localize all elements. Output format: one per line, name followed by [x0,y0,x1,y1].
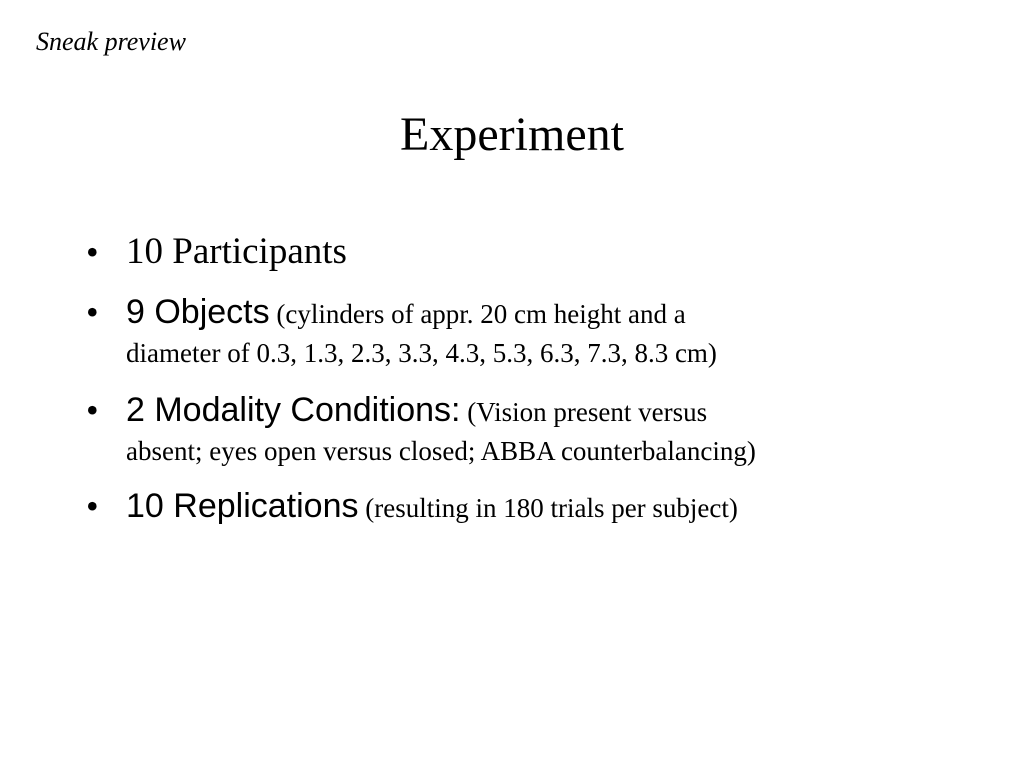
bullet-main-text: 10 Replications [126,487,359,525]
bullet-icon: • [86,390,99,430]
bullet-main-text: 2 Modality Conditions: [126,391,461,429]
bullet-text [126,230,966,274]
bullet-text [126,388,966,468]
bullet-main-text: 9 Objects [126,293,270,331]
bullet-icon: • [86,232,99,272]
bullet-sub-text: (resulting in 180 trials per subject) [358,493,738,523]
slide-title: Experiment [400,108,624,161]
bullet-main-text: 10 Participants [126,231,347,272]
sneak-preview-label: Sneak preview [36,27,186,56]
bullet-sub-text: (cylinders of appr. 20 cm height and a [269,299,686,329]
bullet-continuation-text: absent; eyes open versus closed; ABBA counterbalancing) [126,436,756,466]
bullet-icon: • [86,292,99,332]
bullet-text [126,290,966,370]
bullet-text [126,484,966,530]
bullet-icon: • [86,486,99,526]
bullet-continuation-text: diameter of 0.3, 1.3, 2.3, 3.3, 4.3, 5.3, 6.3, 7.3, 8.3 cm) [126,338,717,368]
bullet-sub-text: (Vision present versus [460,397,708,427]
